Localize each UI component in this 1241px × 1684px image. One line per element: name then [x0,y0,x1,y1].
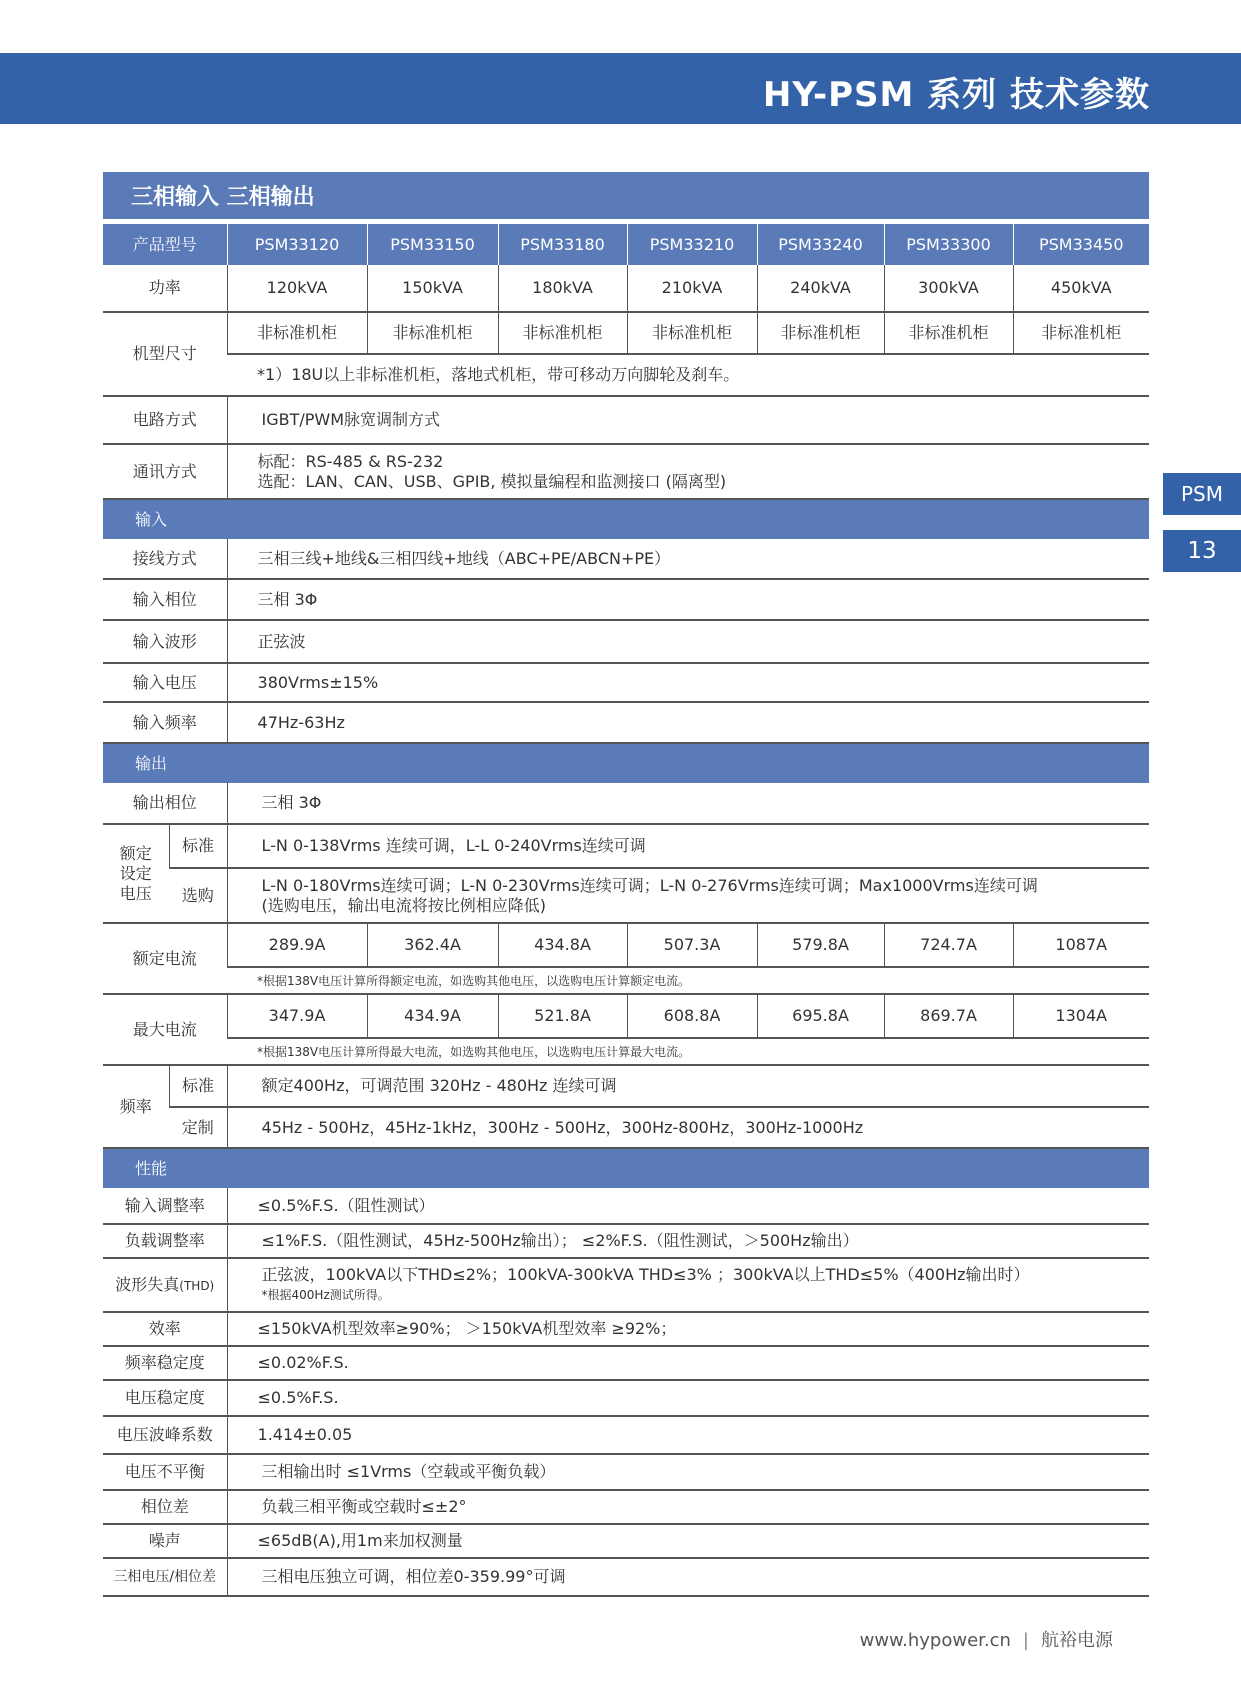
rated-current-note-row [103,967,1149,994]
value-cell: 1087A [1013,923,1149,967]
comm-row [103,444,1149,499]
page-title: HY-PSM 系列 技术参数 [762,75,1150,115]
label-line: 额定 [119,843,152,863]
row-label: 通讯方式 [103,444,227,499]
row-label: 输入电压 [103,663,227,702]
header-banner [0,53,1241,124]
comm-standard: 标配：RS-485 & RS-232 [257,451,444,471]
model-label: 产品型号 [103,224,227,265]
row-label: 输入调整率 [103,1188,227,1224]
value-cell: IGBT/PWM脉宽调制方式 [227,396,1149,444]
value-cell: 240kVA [757,265,884,312]
value-cell: 非标准机柜 [498,312,627,354]
row-label: 功率 [103,265,227,312]
value-cell [227,1258,1149,1312]
value-cell: 724.7A [884,923,1013,967]
row-label: 机型尺寸 [103,312,227,396]
value-cell: ≤150kVA机型效率≥90%； ＞150kVA机型效率 ≥92%； [227,1312,1149,1346]
value-cell: 210kVA [627,265,757,312]
model-cell: PSM33150 [367,224,498,265]
opt-line: (选购电压，输出电流将按比例相应降低) [261,895,547,915]
value-cell: 非标准机柜 [757,312,884,354]
thd-row [103,1258,1149,1312]
row-label: 效率 [103,1312,227,1346]
section-output [103,743,1149,783]
value-cell: 47Hz-63Hz [227,702,1149,743]
freq-stab-row [103,1346,1149,1380]
size-row [103,312,1149,354]
row-label: 输入相位 [103,579,227,620]
crest-row [103,1416,1149,1454]
size-note: *1）18U以上非标准机柜，落地式机柜，带可移动万向脚轮及刹车。 [227,354,1149,396]
thd-note: *根据400Hz测试所得。 [261,1288,390,1302]
size-note-row [103,354,1149,396]
footer-separator: | [1022,1630,1029,1651]
row-label: 输出相位 [103,783,227,824]
model-cell: PSM33450 [1013,224,1149,265]
sub-label: 标准 [169,1065,227,1107]
freq-custom-row [103,1107,1149,1148]
row-label: 频率稳定度 [103,1346,227,1380]
model-header-row [103,224,1149,265]
model-cell: PSM33120 [227,224,367,265]
value-cell: 869.7A [884,994,1013,1038]
row-label: 最大电流 [103,994,227,1065]
value-cell: 非标准机柜 [884,312,1013,354]
value-cell [227,868,1149,923]
value-cell: 347.9A [227,994,367,1038]
row-label: 输入波形 [103,620,227,663]
comm-optional: 选配：LAN、CAN、USB、GPIB, 模拟量编程和监测接口 (隔离型) [257,471,727,491]
line-reg-row [103,1188,1149,1224]
noise-row [103,1524,1149,1558]
row-label: 三相电压/相位差 [103,1558,227,1596]
model-cell: PSM33300 [884,224,1013,265]
footer-brand: 航裕电源 [1041,1630,1113,1651]
input-wave-row [103,620,1149,663]
row-label: 电压波峰系数 [103,1416,227,1454]
sub-label: 选购 [169,868,227,923]
value-cell: 非标准机柜 [367,312,498,354]
value-cell: 380Vrms±15% [227,663,1149,702]
value-cell: ≤65dB(A),用1m来加权测量 [227,1524,1149,1558]
value-cell: 非标准机柜 [627,312,757,354]
value-cell: 45Hz - 500Hz，45Hz-1kHz，300Hz - 500Hz，300Hz-800Hz，300Hz-1000Hz [227,1107,1149,1148]
row-label: 电路方式 [103,396,227,444]
value-cell: 608.8A [627,994,757,1038]
value-cell: 正弦波 [227,620,1149,663]
value-cell: 180kVA [498,265,627,312]
model-cell: PSM33180 [498,224,627,265]
thd-label: 波形失真 [115,1274,180,1294]
section-label: 输入 [103,499,1149,539]
row-label: 频率 [103,1065,169,1148]
model-cell: PSM33240 [757,224,884,265]
section-label: 输出 [103,743,1149,783]
value-cell: ≤1%F.S.（阻性测试，45Hz-500Hz输出）； ≤2%F.S.（阻性测试，＞500Hz输出） [227,1224,1149,1258]
value-cell: 120kVA [227,265,367,312]
row-label [103,1258,227,1312]
value-cell: 三相 3Φ [227,783,1149,824]
phase-diff-row [103,1490,1149,1524]
row-label: 额定电流 [103,923,227,994]
load-reg-row [103,1224,1149,1258]
value-cell: 362.4A [367,923,498,967]
input-phase-row [103,579,1149,620]
value-cell: 1304A [1013,994,1149,1038]
label-line: 设定 [119,863,152,883]
rated-voltage-std-row [103,824,1149,868]
value-cell: ≤0.5%F.S.（阻性测试） [227,1188,1149,1224]
value-cell: 289.9A [227,923,367,967]
label-line: 电压 [119,883,152,903]
thd-value: 正弦波，100kVA以下THD≤2%；100kVA-300kVA THD≤3% ；300kVA以上THD≤5%（400Hz输出时） [261,1265,1030,1284]
rated-voltage-label [103,824,169,923]
spec-table [103,224,1149,1597]
footer [860,1626,1113,1652]
unbalance-row [103,1454,1149,1490]
value-cell: 434.9A [367,994,498,1038]
value-cell: 150kVA [367,265,498,312]
value-cell: 1.414±0.05 [227,1416,1149,1454]
wiring-row [103,539,1149,579]
footer-url[interactable]: www.hypower.cn [859,1630,1011,1651]
efficiency-row [103,1312,1149,1346]
sub-label: 标准 [169,824,227,868]
value-cell: ≤0.5%F.S. [227,1380,1149,1416]
value-cell [227,444,1149,499]
row-label: 接线方式 [103,539,227,579]
circuit-row [103,396,1149,444]
value-cell: L-N 0-138Vrms 连续可调，L-L 0-240Vrms连续可调 [227,824,1149,868]
model-cell: PSM33210 [627,224,757,265]
max-current-note-row [103,1038,1149,1065]
row-label: 电压不平衡 [103,1454,227,1490]
thd-suffix: (THD) [179,1278,215,1293]
input-voltage-row [103,663,1149,702]
value-cell: 521.8A [498,994,627,1038]
row-label: 电压稳定度 [103,1380,227,1416]
note: *根据138V电压计算所得最大电流，如选购其他电压，以选购电压计算最大电流。 [227,1038,1149,1065]
value-cell: 三相输出时 ≤1Vrms（空载或平衡负载） [227,1454,1149,1490]
row-label: 噪声 [103,1524,227,1558]
table-title: 三相输入 三相输出 [103,172,1149,219]
row-label: 相位差 [103,1490,227,1524]
section-label: 性能 [103,1148,1149,1188]
rated-voltage-opt-row [103,868,1149,923]
value-cell: 507.3A [627,923,757,967]
phase-adj-row [103,1558,1149,1596]
value-cell: 三相三线+地线&三相四线+地线（ABC+PE/ABCN+PE） [227,539,1149,579]
section-input [103,499,1149,539]
value-cell: ≤0.02%F.S. [227,1346,1149,1380]
row-label: 输入频率 [103,702,227,743]
opt-line: L-N 0-180Vrms连续可调；L-N 0-230Vrms连续可调；L-N 0-276Vrms连续可调；Max1000Vrms连续可调 [261,875,1038,895]
value-cell: 额定400Hz，可调范围 320Hz - 480Hz 连续可调 [227,1065,1149,1107]
value-cell: 三相电压独立可调，相位差0-359.99°可调 [227,1558,1149,1596]
value-cell: 负载三相平衡或空载时≤±2° [227,1490,1149,1524]
input-freq-row [103,702,1149,743]
sub-label: 定制 [169,1107,227,1148]
output-phase-row [103,783,1149,824]
value-cell: 450kVA [1013,265,1149,312]
rated-current-row [103,923,1149,967]
volt-stab-row [103,1380,1149,1416]
value-cell: 300kVA [884,265,1013,312]
value-cell: 695.8A [757,994,884,1038]
row-label: 负载调整率 [103,1224,227,1258]
series-tab[interactable]: PSM [1163,473,1241,515]
value-cell: 434.8A [498,923,627,967]
power-row [103,265,1149,312]
value-cell: 非标准机柜 [1013,312,1149,354]
value-cell: 579.8A [757,923,884,967]
value-cell: 非标准机柜 [227,312,367,354]
value-cell: 三相 3Φ [227,579,1149,620]
section-performance [103,1148,1149,1188]
freq-std-row [103,1065,1149,1107]
note: *根据138V电压计算所得额定电流，如选购其他电压，以选购电压计算额定电流。 [227,967,1149,994]
max-current-row [103,994,1149,1038]
page-number-tab: 13 [1163,530,1241,572]
